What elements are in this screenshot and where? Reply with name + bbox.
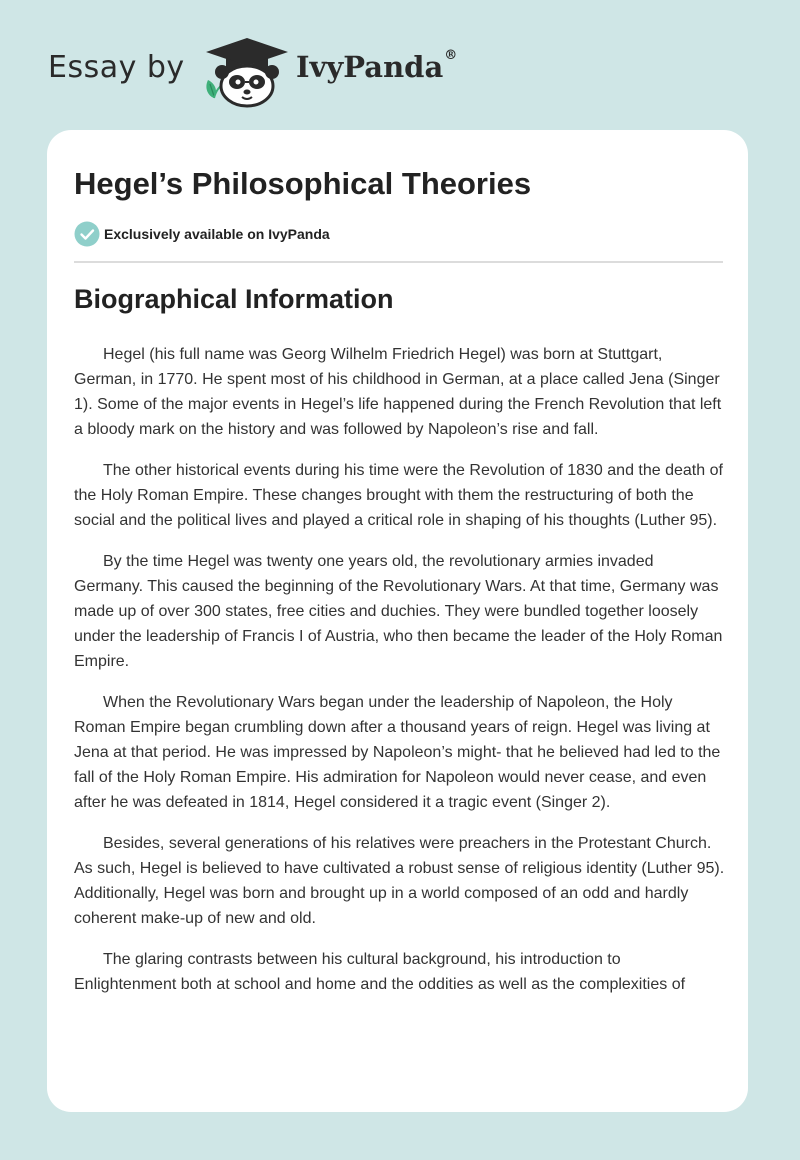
registered-mark: ® — [444, 48, 458, 63]
divider — [74, 261, 723, 263]
essay-card — [47, 130, 748, 1112]
panda-logo-icon[interactable] — [202, 36, 292, 108]
page-title: Hegel’s Philosophical Theories — [74, 166, 532, 201]
essay-body — [74, 342, 726, 1013]
exclusive-badge — [74, 220, 330, 248]
check-circle-icon — [74, 221, 100, 247]
paragraph: Hegel (his full name was Georg Wilhelm Friedrich Hegel) was born at Stuttgart, German, in 1770. He spent most of his childhood in German, at a place called Jena (Singer 1). Some of the major events in Hegel’s life happened during the French Revolution that left a bloody mark on the history and was followed by Napoleon’s rise and fall. — [74, 346, 722, 438]
brand-name[interactable]: IvyPanda® — [296, 48, 458, 84]
exclusive-badge-label: Exclusively available on IvyPanda — [104, 226, 330, 242]
site-header — [0, 0, 800, 130]
paragraph: The glaring contrasts between his cultural background, his introduction to Enlightenment both at school and home and the oddities as well as the complexities of — [74, 951, 686, 993]
essay-by-label: Essay by — [48, 50, 185, 85]
paragraph: Besides, several generations of his relatives were preachers in the Protestant Church. As such, Hegel is believed to have cultivated a robust sense of religious identity (Luther 95). Additionally, Hegel was born and brought up in a world composed of an odd and hardly coherent make-up of new and old. — [74, 835, 725, 927]
paragraph: By the time Hegel was twenty one years old, the revolutionary armies invaded Germany. This caused the beginning of the Revolutionary Wars. At that time, Germany was made up of over 300 states, free cities and duchies. They were bundled together loosely under the leadership of Francis I of Austria, who then became the leader of the Holy Roman Empire. — [74, 553, 723, 670]
paragraph: When the Revolutionary Wars began under the leadership of Napoleon, the Holy Roman Empire began crumbling down after a thousand years of reign. Hegel was living at Jena at that period. He was impressed by Napoleon’s might- that he believed had led to the fall of the Holy Roman Empire. His admiration for Napoleon would never cease, and even after he was defeated in 1814, Hegel considered it a tragic event (Singer 2). — [74, 694, 721, 811]
paragraph: The other historical events during his time were the Revolution of 1830 and the death of the Holy Roman Empire. These changes brought with them the restructuring of both the social and the political lives and played a critical role in shaping of his thoughts (Luther 95). — [74, 462, 723, 529]
section-heading: Biographical Information — [74, 284, 394, 314]
